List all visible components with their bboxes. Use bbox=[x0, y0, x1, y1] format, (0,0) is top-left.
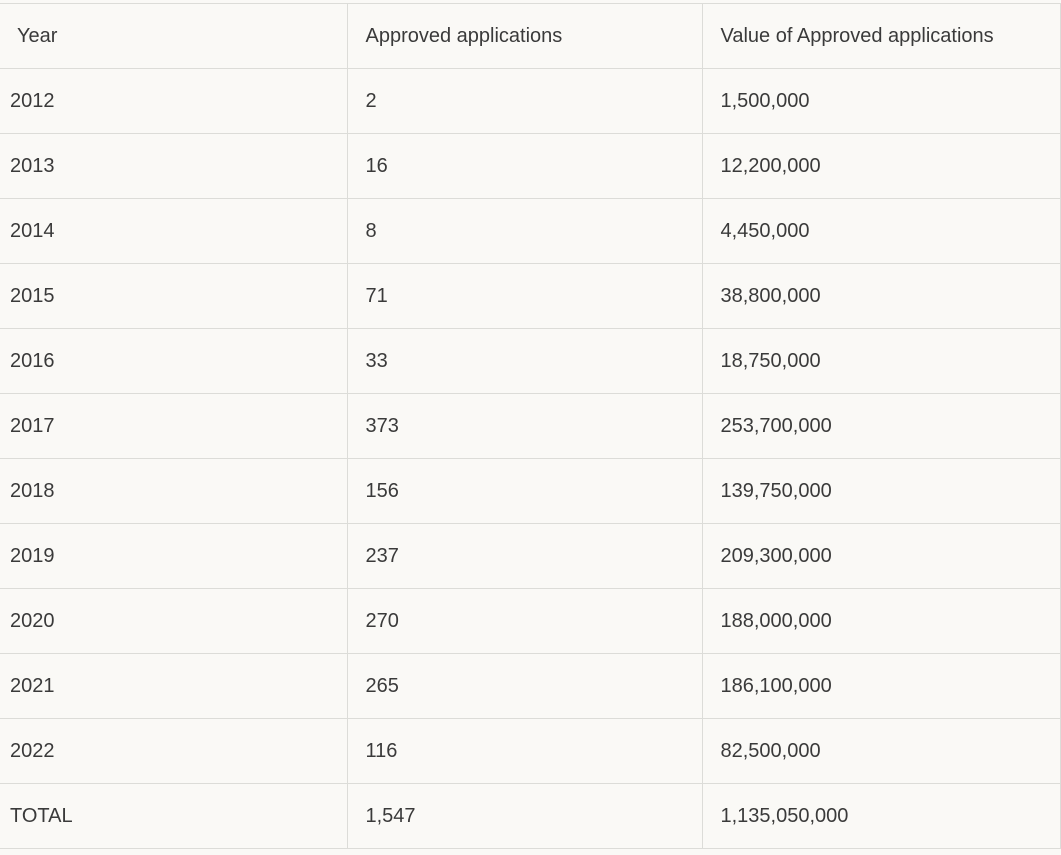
cell-value: 188,000,000 bbox=[702, 589, 1060, 654]
table-row bbox=[0, 654, 1060, 719]
table-header bbox=[0, 4, 1060, 69]
table-row bbox=[0, 589, 1060, 654]
cell-value: 209,300,000 bbox=[702, 524, 1060, 589]
table-body bbox=[0, 69, 1060, 849]
cell-year: 2016 bbox=[0, 329, 347, 394]
table-row bbox=[0, 394, 1060, 459]
cell-year: 2022 bbox=[0, 719, 347, 784]
table-row bbox=[0, 134, 1060, 199]
header-year: Year bbox=[0, 4, 347, 69]
cell-year: 2017 bbox=[0, 394, 347, 459]
table-row bbox=[0, 264, 1060, 329]
cell-value: 186,100,000 bbox=[702, 654, 1060, 719]
cell-value: 12,200,000 bbox=[702, 134, 1060, 199]
table-row bbox=[0, 459, 1060, 524]
header-value-of-approved-applications: Value of Approved applications bbox=[702, 4, 1060, 69]
total-row bbox=[0, 784, 1060, 849]
cell-value: 139,750,000 bbox=[702, 459, 1060, 524]
cell-total-label: TOTAL bbox=[0, 784, 347, 849]
cell-approved: 8 bbox=[347, 199, 702, 264]
cell-value: 1,500,000 bbox=[702, 69, 1060, 134]
cell-year: 2012 bbox=[0, 69, 347, 134]
cell-approved: 116 bbox=[347, 719, 702, 784]
table-row bbox=[0, 69, 1060, 134]
table-row bbox=[0, 524, 1060, 589]
header-row bbox=[0, 4, 1060, 69]
cell-approved: 2 bbox=[347, 69, 702, 134]
cell-year: 2018 bbox=[0, 459, 347, 524]
cell-approved: 237 bbox=[347, 524, 702, 589]
cell-year: 2021 bbox=[0, 654, 347, 719]
cell-approved: 270 bbox=[347, 589, 702, 654]
cell-value: 18,750,000 bbox=[702, 329, 1060, 394]
cell-year: 2014 bbox=[0, 199, 347, 264]
cell-year: 2013 bbox=[0, 134, 347, 199]
cell-total-approved: 1,547 bbox=[347, 784, 702, 849]
table-row bbox=[0, 199, 1060, 264]
cell-value: 4,450,000 bbox=[702, 199, 1060, 264]
cell-year: 2015 bbox=[0, 264, 347, 329]
cell-year: 2019 bbox=[0, 524, 347, 589]
table-container bbox=[0, 3, 994, 849]
table-row bbox=[0, 719, 1060, 784]
cell-approved: 33 bbox=[347, 329, 702, 394]
cell-approved: 265 bbox=[347, 654, 702, 719]
cell-approved: 16 bbox=[347, 134, 702, 199]
cell-value: 82,500,000 bbox=[702, 719, 1060, 784]
cell-approved: 156 bbox=[347, 459, 702, 524]
approved-applications-table bbox=[0, 3, 1061, 849]
cell-total-value: 1,135,050,000 bbox=[702, 784, 1060, 849]
cell-approved: 373 bbox=[347, 394, 702, 459]
cell-value: 38,800,000 bbox=[702, 264, 1060, 329]
table-row bbox=[0, 329, 1060, 394]
cell-year: 2020 bbox=[0, 589, 347, 654]
cell-value: 253,700,000 bbox=[702, 394, 1060, 459]
cell-approved: 71 bbox=[347, 264, 702, 329]
header-approved-applications: Approved applications bbox=[347, 4, 702, 69]
